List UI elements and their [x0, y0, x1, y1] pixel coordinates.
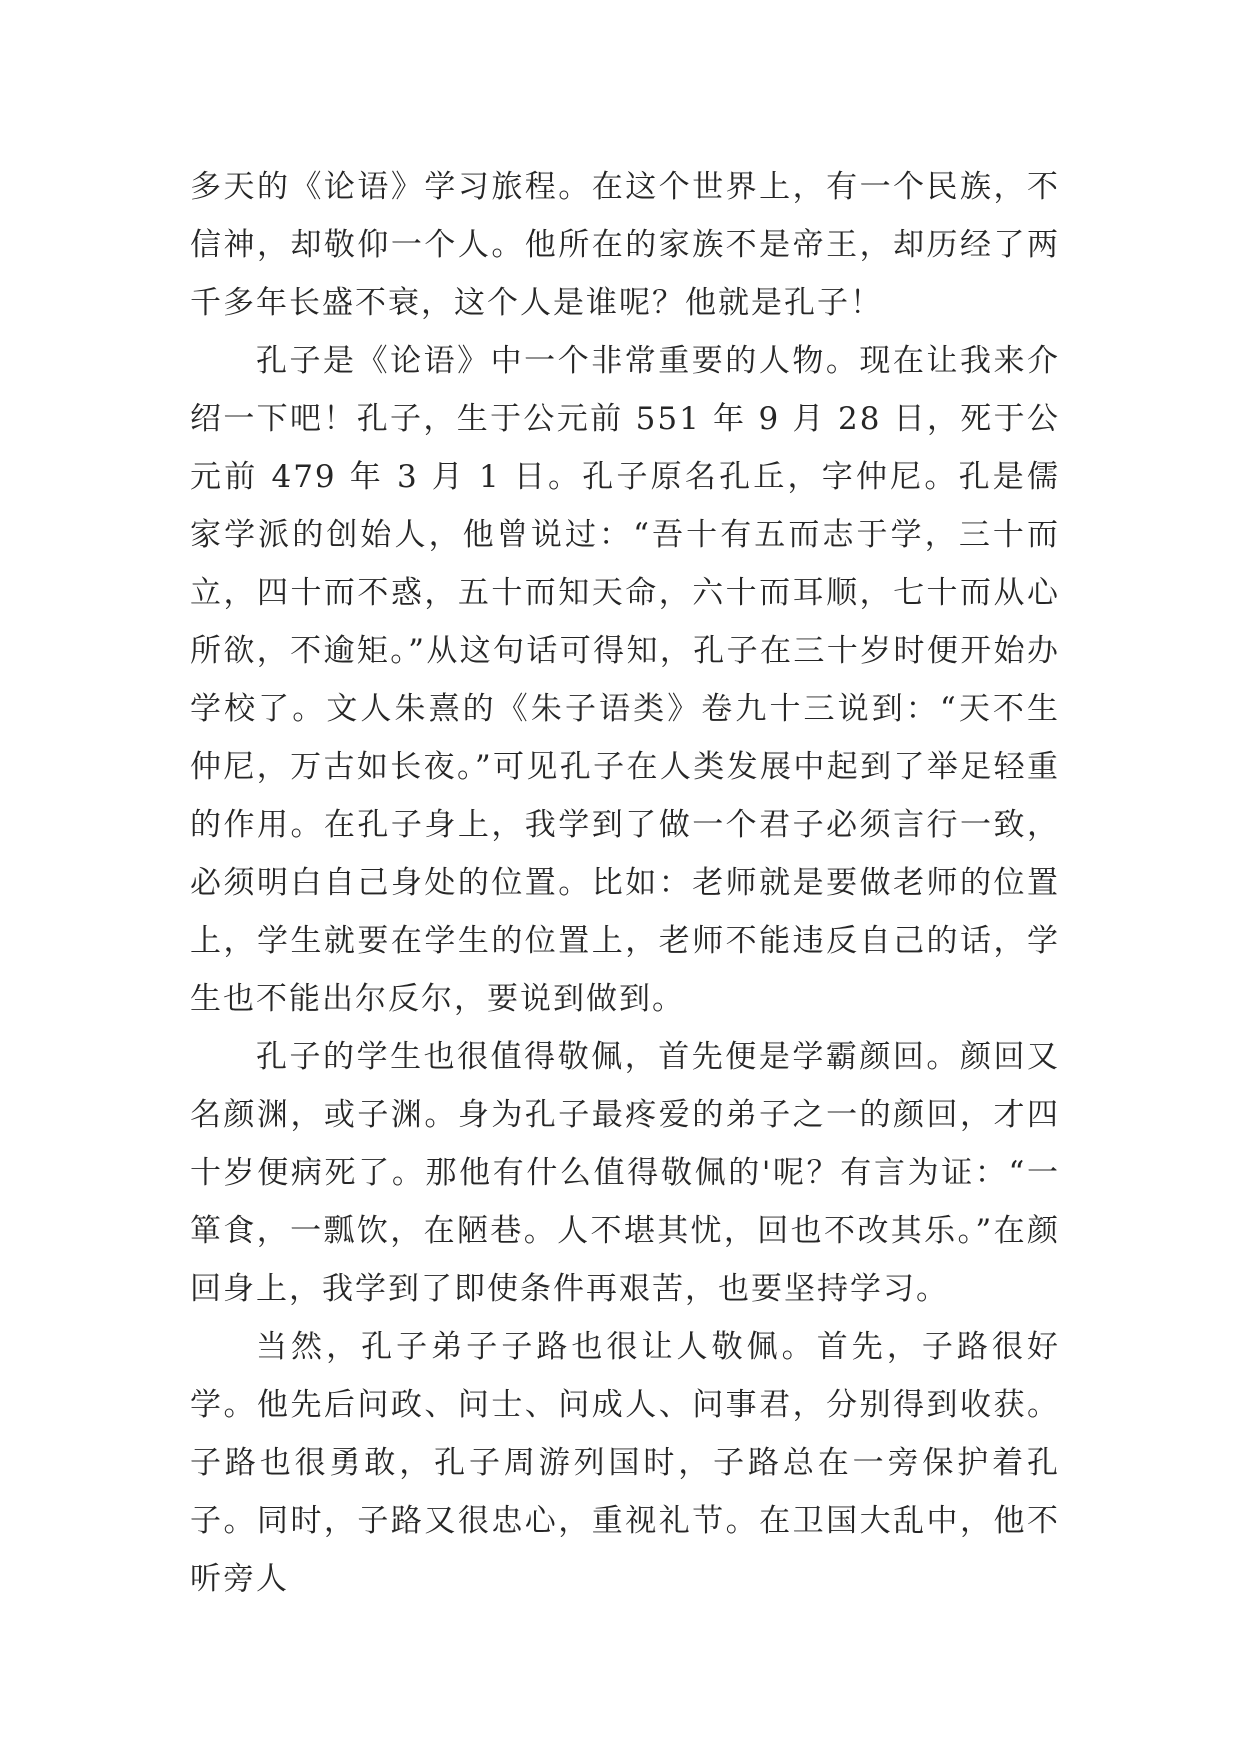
paragraph-3: 孔子的学生也很值得敬佩，首先便是学霸颜回。颜回又名颜渊，或子渊。身为孔子最疼爱的弟子之一的颜回，才四十岁便病死了。那他有什么值得敬佩的'呢？有言为证：“一箪食，一瓢饮，在陋巷。人不堪其忧，回也不改其乐。”在颜回身上，我学到了即使条件再艰苦，也要坚持学习。 [190, 1039, 1060, 1307]
paragraph-1: 多天的《论语》学习旅程。在这个世界上，有一个民族，不信神，却敬仰一个人。他所在的家族不是帝王，却历经了两千多年长盛不衰，这个人是谁呢？他就是孔子！ [190, 169, 1060, 321]
body-text [190, 158, 1060, 1608]
paragraph-2: 孔子是《论语》中一个非常重要的人物。现在让我来介绍一下吧！孔子，生于公元前 551 年 9 月 28 日，死于公元前 479 年 3 月 1 日。孔子原名孔丘，字仲尼。孔是儒家学派的创始人，他曾说过：“吾十有五而志于学，三十而立，四十而不惑，五十而知天命，六十而耳顺，七十而从心所欲，不逾矩。”从这句话可得知，孔子在三十岁时便开始办学校了。文人朱熹的《朱子语类》卷九十三说到：“天不生仲尼，万古如长夜。”可见孔子在人类发展中起到了举足轻重的作用。在孔子身上，我学到了做一个君子必须言行一致，必须明白自己身处的位置。比如：老师就是要做老师的位置上，学生就要在学生的位置上，老师不能违反自己的话，学生也不能出尔反尔，要说到做到。 [190, 343, 1060, 1017]
paragraph-4: 当然，孔子弟子子路也很让人敬佩。首先，子路很好学。他先后问政、问士、问成人、问事君，分别得到收获。子路也很勇敢，孔子周游列国时，子路总在一旁保护着孔子。同时，子路又很忠心，重视礼节。在卫国大乱中，他不听旁人 [190, 1329, 1060, 1597]
